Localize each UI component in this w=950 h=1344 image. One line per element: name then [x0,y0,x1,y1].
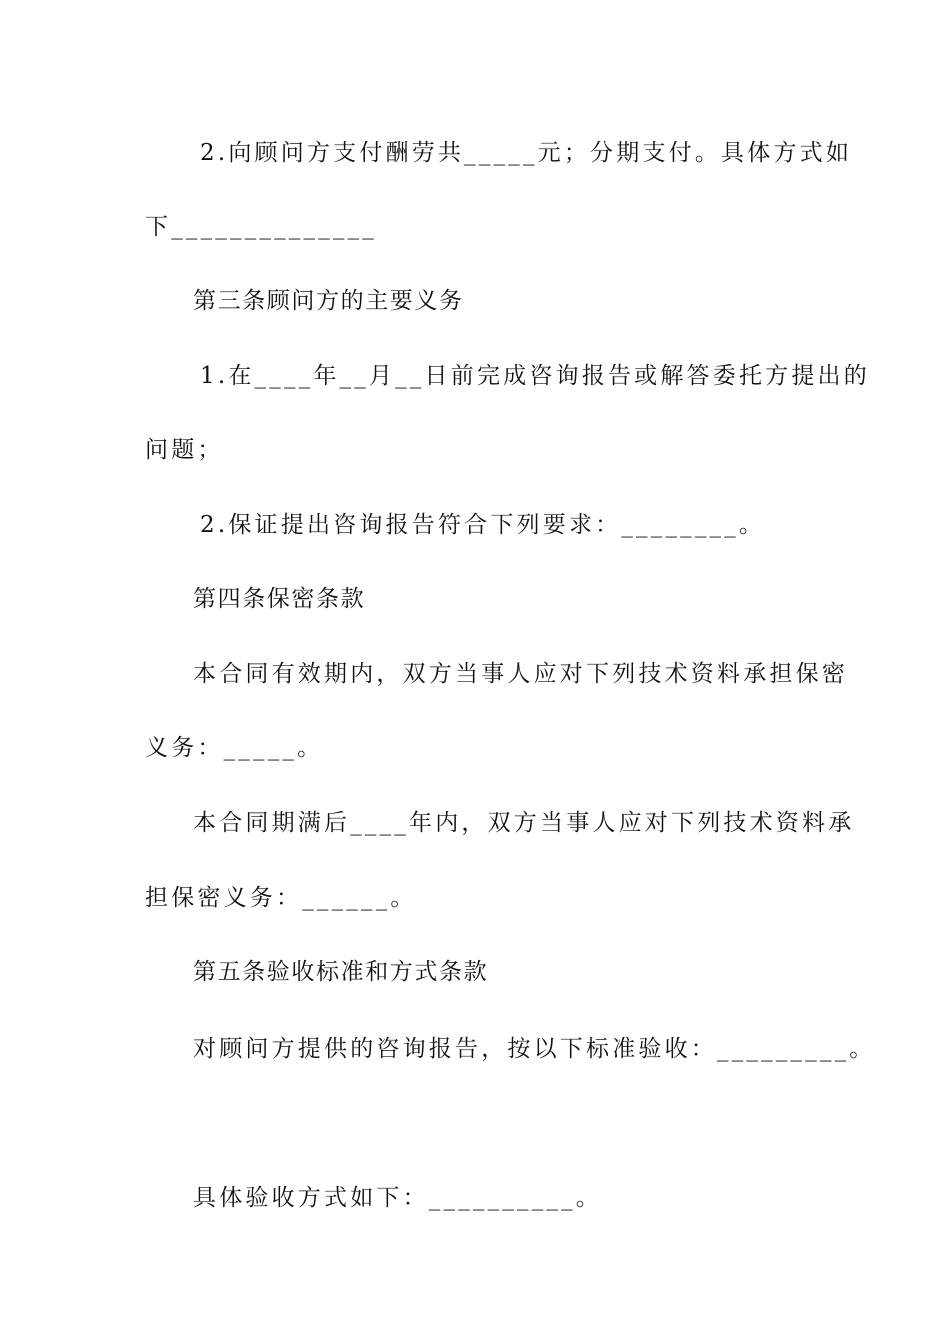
payment-clause-line-2: 下______________ [145,214,377,240]
article-4-heading: 第四条保密条款 [193,586,366,612]
obligation-2-line: 2.保证提出咨询报告符合下列要求：________。 [200,512,766,538]
confidentiality-1-line-1: 本合同有效期内，双方当事人应对下列技术资料承担保密 [193,661,848,687]
confidentiality-1-line-2: 义务：_____。 [145,735,324,761]
article-5-heading: 第五条验收标准和方式条款 [193,959,489,985]
acceptance-method-line: 具体验收方式如下：__________。 [193,1185,602,1211]
acceptance-standard-line: 对顾问方提供的咨询报告，按以下标准验收：_________。 [193,1036,876,1062]
obligation-1-line-2: 问题； [145,437,224,463]
obligation-1-line-1: 1.在____年__月__日前完成咨询报告或解答委托方提出的 [200,363,870,389]
confidentiality-2-line-1: 本合同期满后____年内，双方当事人应对下列技术资料承 [193,810,855,836]
article-3-heading: 第三条顾问方的主要义务 [193,288,464,314]
payment-clause-line-1: 2.向顾问方支付酬劳共_____元；分期支付。具体方式如 [200,140,853,166]
confidentiality-2-line-2: 担保密义务：______。 [145,885,417,911]
